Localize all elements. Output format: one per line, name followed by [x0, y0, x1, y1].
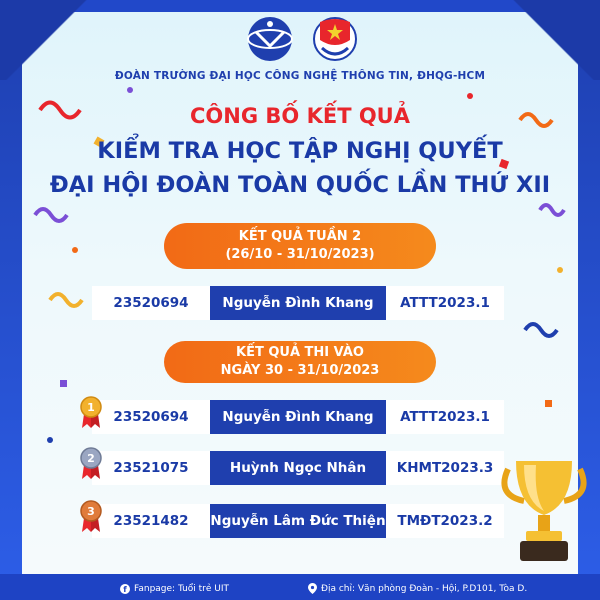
result-row [92, 451, 504, 485]
student-id: 23520694 [113, 295, 189, 311]
medal-rank: 1 [87, 401, 95, 414]
main-title-line-1: KIỂM TRA HỌC TẬP NGHỊ QUYẾT [97, 138, 503, 164]
student-class: ATTT2023.1 [400, 295, 490, 311]
fanpage-info[interactable] [120, 584, 229, 594]
week-result-heading [164, 223, 436, 269]
medal-rank: 3 [87, 505, 95, 518]
fanpage-text: Fanpage: Tuổi trẻ UIT [134, 584, 230, 594]
result-row [92, 286, 504, 320]
student-name: Nguyễn Đình Khang [210, 286, 386, 320]
week-result-label: KẾT QUẢ TUẦN 2 [238, 229, 362, 244]
youth-union-logo-icon [312, 14, 358, 64]
exam-result-dates: NGÀY 30 - 31/10/2023 [220, 363, 380, 378]
student-id: 23521482 [113, 513, 189, 529]
result-row [92, 504, 504, 538]
medal-rank: 2 [87, 452, 95, 465]
student-class: TMĐT2023.2 [397, 513, 493, 529]
announcement-title: CÔNG BỐ KẾT QUẢ [190, 104, 410, 128]
gold-medal-icon [79, 396, 103, 430]
address-text: Địa chỉ: Văn phòng Đoàn - Hội, P.D101, Tòa D. [321, 583, 528, 594]
result-row [92, 400, 504, 434]
silver-medal-icon [79, 447, 103, 481]
exam-result-heading [164, 341, 436, 383]
student-name: Huỳnh Ngọc Nhân [210, 451, 386, 485]
address-info [308, 583, 527, 594]
organization-name: ĐOÀN TRƯỜNG ĐẠI HỌC CÔNG NGHỆ THÔNG TIN, ĐHQG-HCM [114, 70, 486, 82]
main-title-line-2: ĐẠI HỘI ĐOÀN TOÀN QUỐC LẦN THỨ XII [49, 172, 551, 198]
logo-group [0, 14, 600, 64]
student-id: 23521075 [113, 460, 189, 476]
student-class: KHMT2023.3 [396, 460, 494, 476]
exam-result-label: KẾT QUẢ THI VÀO [236, 345, 364, 360]
student-name: Nguyễn Đình Khang [210, 400, 386, 434]
location-pin-icon [308, 583, 317, 594]
student-name: Nguyễn Lâm Đức Thiện [210, 504, 386, 538]
student-class: ATTT2023.1 [400, 409, 490, 425]
uit-logo-icon [242, 14, 298, 64]
student-id: 23520694 [113, 409, 189, 425]
week-result-dates: (26/10 - 31/10/2023) [225, 247, 375, 262]
trophy-icon [500, 455, 588, 565]
bronze-medal-icon [79, 500, 103, 534]
facebook-icon: f [120, 584, 130, 594]
